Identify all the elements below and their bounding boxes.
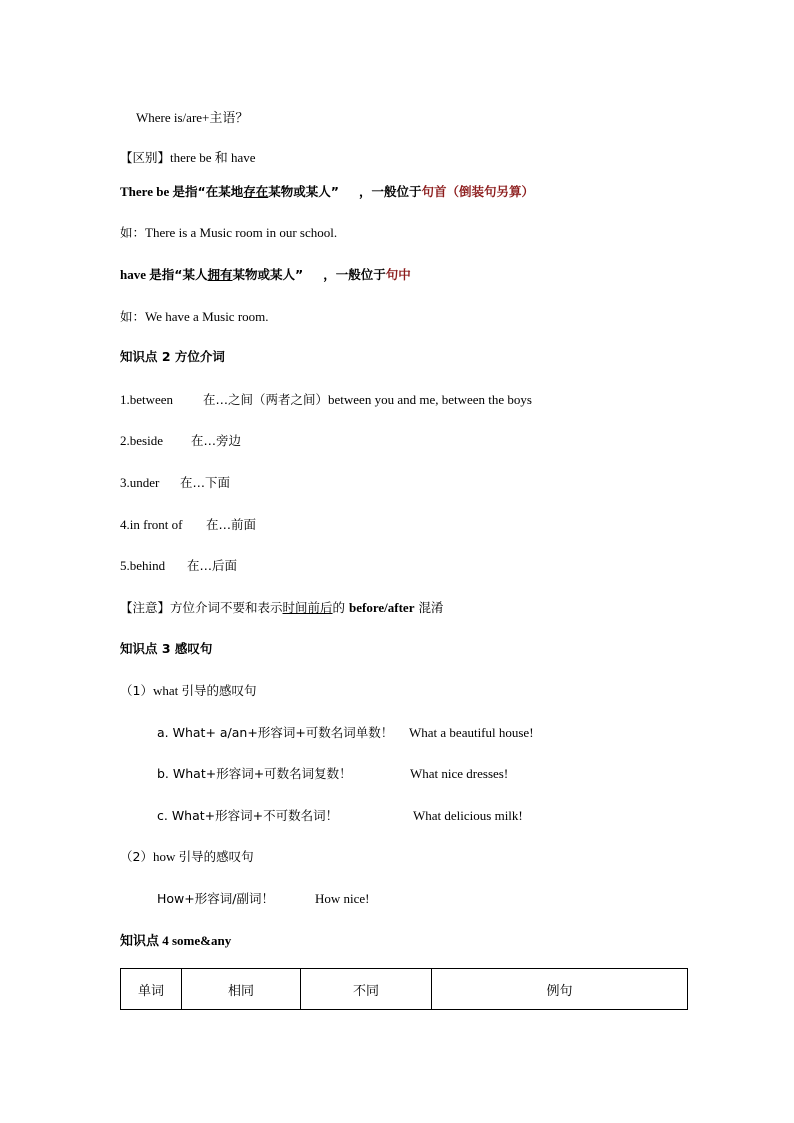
what-rule-c: c. What+形容词+不可数名词！ What delicious milk! [157, 808, 523, 823]
there-be-rule: There be 是指“在某地存在某物或某人” ，一般位于句首（倒装句另算） [120, 184, 534, 199]
knowledge-point-4-heading: 知识点 4 some&any [120, 933, 232, 948]
have-rule: have 是指“某人拥有某物或某人” ，一般位于句中 [120, 267, 411, 282]
have-example: 如：We have a Music room. [120, 309, 269, 324]
preposition-item: 1.between 在…之间（两者之间）between you and me, between the boys [120, 392, 532, 407]
knowledge-point-2-heading: 知识点 2 方位介词 [120, 349, 225, 364]
table-header-cell: 不同 [301, 969, 432, 1010]
how-rule: How+形容词/副词！ How nice! [157, 891, 370, 906]
difference-line: 【区别】there be 和 have [120, 150, 256, 165]
table-header-cell: 例句 [432, 969, 688, 1010]
preposition-item: 3.under 在…下面 [120, 475, 231, 490]
table-header-cell: 单词 [121, 969, 182, 1010]
what-rule-a: a. What+ a/an+形容词+可数名词单数！ What a beautiful house! [157, 725, 534, 740]
what-heading: （1）what 引导的感叹句 [120, 683, 257, 698]
preposition-item: 4.in front of 在…前面 [120, 517, 257, 532]
table-header-cell: 相同 [182, 969, 301, 1010]
table-header-row [121, 969, 688, 1010]
preposition-item: 2.beside 在…旁边 [120, 433, 242, 448]
what-rule-b: b. What+形容词+可数名词复数！ What nice dresses! [157, 766, 509, 781]
there-be-example: 如：There is a Music room in our school. [120, 225, 338, 240]
how-heading: （2）how 引导的感叹句 [120, 849, 254, 864]
note-line: 【注意】方位介词不要和表示时间前后的 before/after 混淆 [120, 600, 444, 615]
some-any-table [120, 968, 688, 1010]
preposition-item: 5.behind 在…后面 [120, 558, 238, 573]
knowledge-point-3-heading: 知识点 3 感叹句 [120, 641, 213, 656]
where-line: Where is/are+主语？ [136, 110, 249, 125]
